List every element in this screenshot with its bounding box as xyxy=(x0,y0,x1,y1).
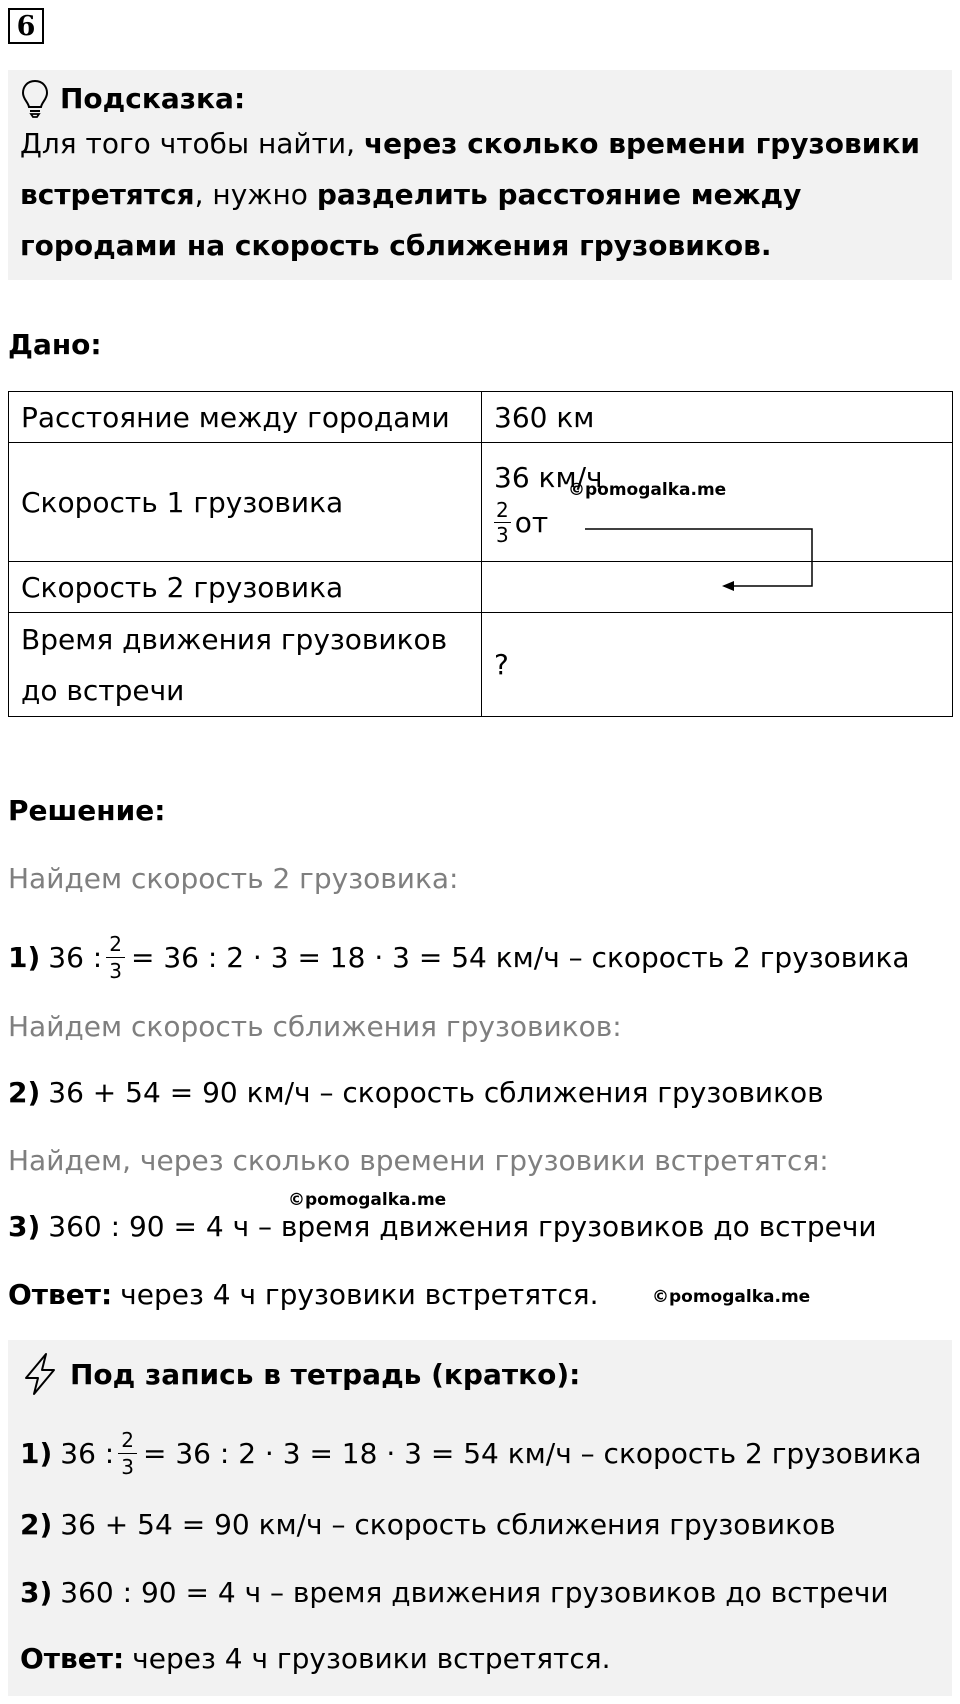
speed1-value: 36 км/ч xyxy=(494,460,603,494)
step3-hint: Найдем, через сколько времени грузовики встретятся: xyxy=(8,1144,829,1177)
fraction-suffix: от xyxy=(514,505,549,539)
speed2-value xyxy=(482,562,953,613)
speed1-fraction xyxy=(494,497,511,547)
hint-text-part2: , нужно xyxy=(194,178,317,211)
hint-box xyxy=(8,70,952,280)
distance-label: Расстояние между городами xyxy=(9,392,482,443)
hint-bold-part2: разделить расстояние между городами на скорость сближения грузовиков. xyxy=(20,178,802,262)
given-title: Дано: xyxy=(8,328,102,361)
time-value: ? xyxy=(482,613,953,717)
fraction-numerator: 2 xyxy=(496,497,509,522)
answer-text: через 4 ч грузовики встретятся. xyxy=(132,1642,611,1675)
step1-fraction xyxy=(118,1427,137,1479)
answer-text: через 4 ч грузовики встретятся. xyxy=(120,1278,599,1311)
step3-text: 360 : 90 = 4 ч – время движения грузовиков до встречи xyxy=(60,1576,889,1609)
short-step1-line xyxy=(20,1428,922,1478)
step2-line xyxy=(8,1076,824,1109)
watermark: ©pomogalka.me xyxy=(568,480,727,500)
speed1-label: Скорость 1 грузовика xyxy=(9,443,482,562)
short-record-box xyxy=(8,1340,952,1696)
table-row xyxy=(9,562,953,613)
lightning-icon xyxy=(20,1352,60,1396)
step2-hint: Найдем скорость сближения грузовиков: xyxy=(8,1010,622,1043)
distance-value: 360 км xyxy=(482,392,953,443)
step1-fraction xyxy=(106,931,125,983)
watermark: ©pomogalka.me xyxy=(652,1287,811,1307)
step1-line xyxy=(8,932,910,982)
hint-title: Подсказка: xyxy=(60,81,246,115)
step3-number: 3) xyxy=(20,1576,53,1609)
hint-text-part1: Для того чтобы найти, xyxy=(20,127,364,160)
table-row xyxy=(9,443,953,562)
step1-pre: 36 : xyxy=(48,940,103,974)
step1-hint: Найдем скорость 2 грузовика: xyxy=(8,862,459,895)
step2-number: 2) xyxy=(20,1508,53,1541)
fraction-numerator: 2 xyxy=(118,1430,137,1454)
task-number: 6 xyxy=(8,8,44,44)
lightbulb-icon xyxy=(20,78,50,118)
answer-label: Ответ: xyxy=(8,1278,113,1311)
step2-number: 2) xyxy=(8,1076,41,1109)
short-header xyxy=(20,1350,580,1398)
table-row xyxy=(9,392,953,443)
step3-number: 3) xyxy=(8,1210,41,1243)
short-step3-line xyxy=(20,1576,889,1609)
fraction-denominator: 3 xyxy=(109,958,122,983)
solution-title: Решение: xyxy=(8,794,166,827)
step1-number: 1) xyxy=(20,1436,53,1470)
hint-header xyxy=(20,78,940,118)
short-answer-line xyxy=(20,1642,610,1675)
step3-text: 360 : 90 = 4 ч – время движения грузовиков до встречи xyxy=(48,1210,877,1243)
hint-text xyxy=(20,118,940,271)
speed1-cell xyxy=(482,443,953,562)
step1-number: 1) xyxy=(8,940,41,974)
fraction-numerator: 2 xyxy=(106,934,125,958)
step2-text: 36 + 54 = 90 км/ч – скорость сближения грузовиков xyxy=(60,1508,836,1541)
answer-label: Ответ: xyxy=(20,1642,125,1675)
given-table xyxy=(8,391,953,717)
fraction-denominator: 3 xyxy=(121,1454,134,1479)
answer-line xyxy=(8,1278,598,1311)
step1-post: = 36 : 2 · 3 = 18 · 3 = 54 км/ч – скорость 2 грузовика xyxy=(142,1436,922,1470)
short-title: Под запись в тетрадь (кратко): xyxy=(70,1357,581,1391)
short-step2-line xyxy=(20,1508,836,1541)
watermark: ©pomogalka.me xyxy=(288,1190,447,1210)
fraction-denominator: 3 xyxy=(496,522,509,547)
step3-line xyxy=(8,1210,877,1243)
step1-post: = 36 : 2 · 3 = 18 · 3 = 54 км/ч – скорость 2 грузовика xyxy=(130,940,910,974)
speed2-label: Скорость 2 грузовика xyxy=(9,562,482,613)
step2-text: 36 + 54 = 90 км/ч – скорость сближения грузовиков xyxy=(48,1076,824,1109)
hint-bold-part1: через сколько времени грузовики встретятся xyxy=(20,127,920,211)
table-row xyxy=(9,613,953,717)
time-label: Время движения грузовиков до встречи xyxy=(9,613,482,717)
step1-pre: 36 : xyxy=(60,1436,115,1470)
